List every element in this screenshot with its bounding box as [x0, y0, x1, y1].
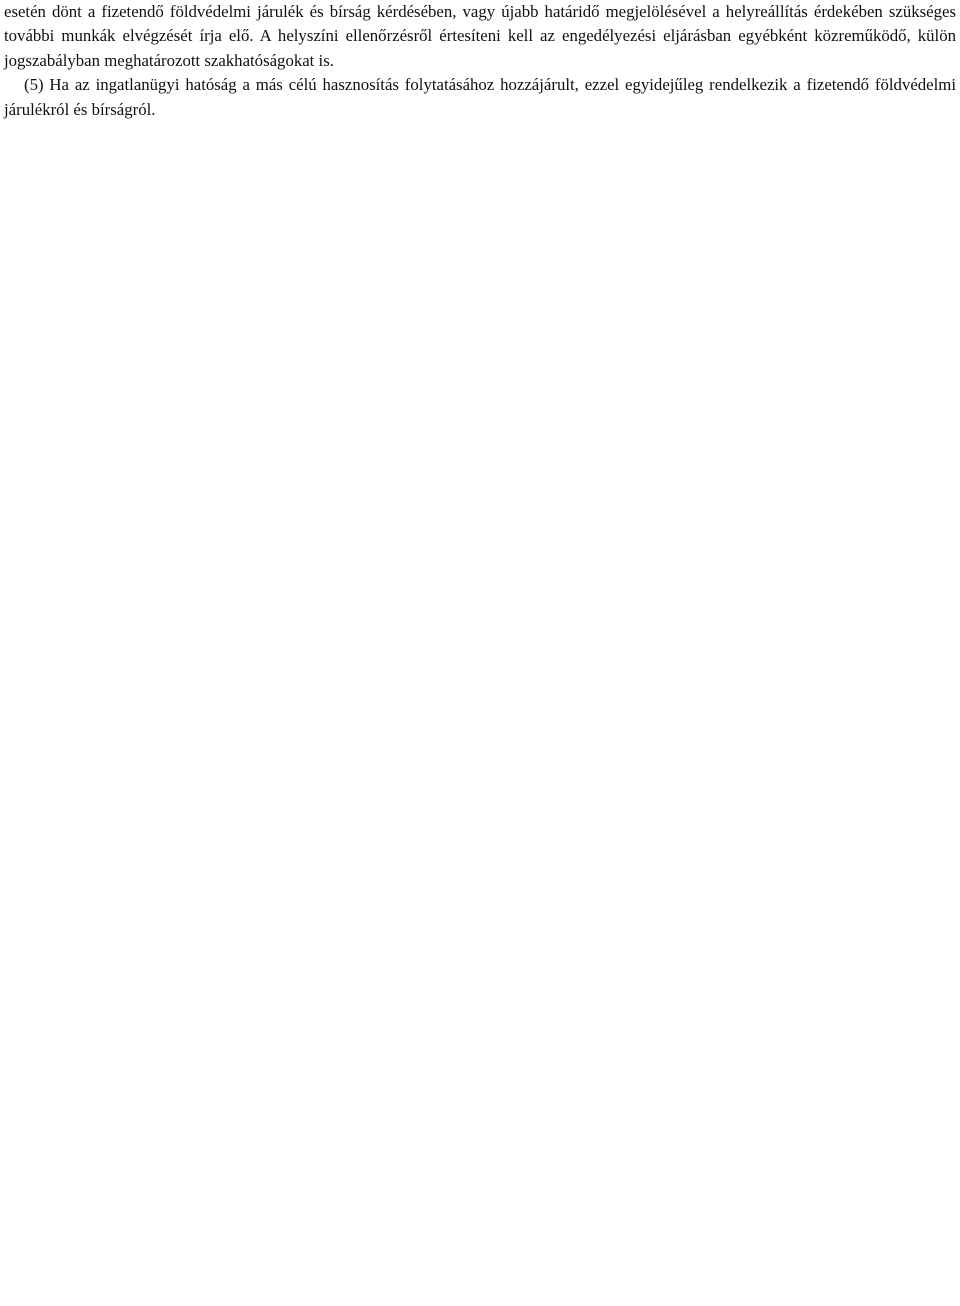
document-page	[4, 0, 956, 122]
paragraph-top: esetén dönt a fizetendő földvédelmi járulék és bírság kérdésében, vagy újabb határidő megjelölésével a helyreállítás érdekében szükséges további munkák elvégzését írja elő. A helyszíni ellenőrzésről értesíteni kell az engedélyezési eljárásban egyébként közreműködő, külön jogszabályban meghatározott szakhatóságokat is.	[4, 2, 956, 70]
paragraph-5: (5) Ha az ingatlanügyi hatóság a más célú hasznosítás folytatásához hozzájárult, ezzel egyidejűleg rendelkezik a fizetendő földvédelmi járulékról és bírságról.	[4, 75, 956, 119]
